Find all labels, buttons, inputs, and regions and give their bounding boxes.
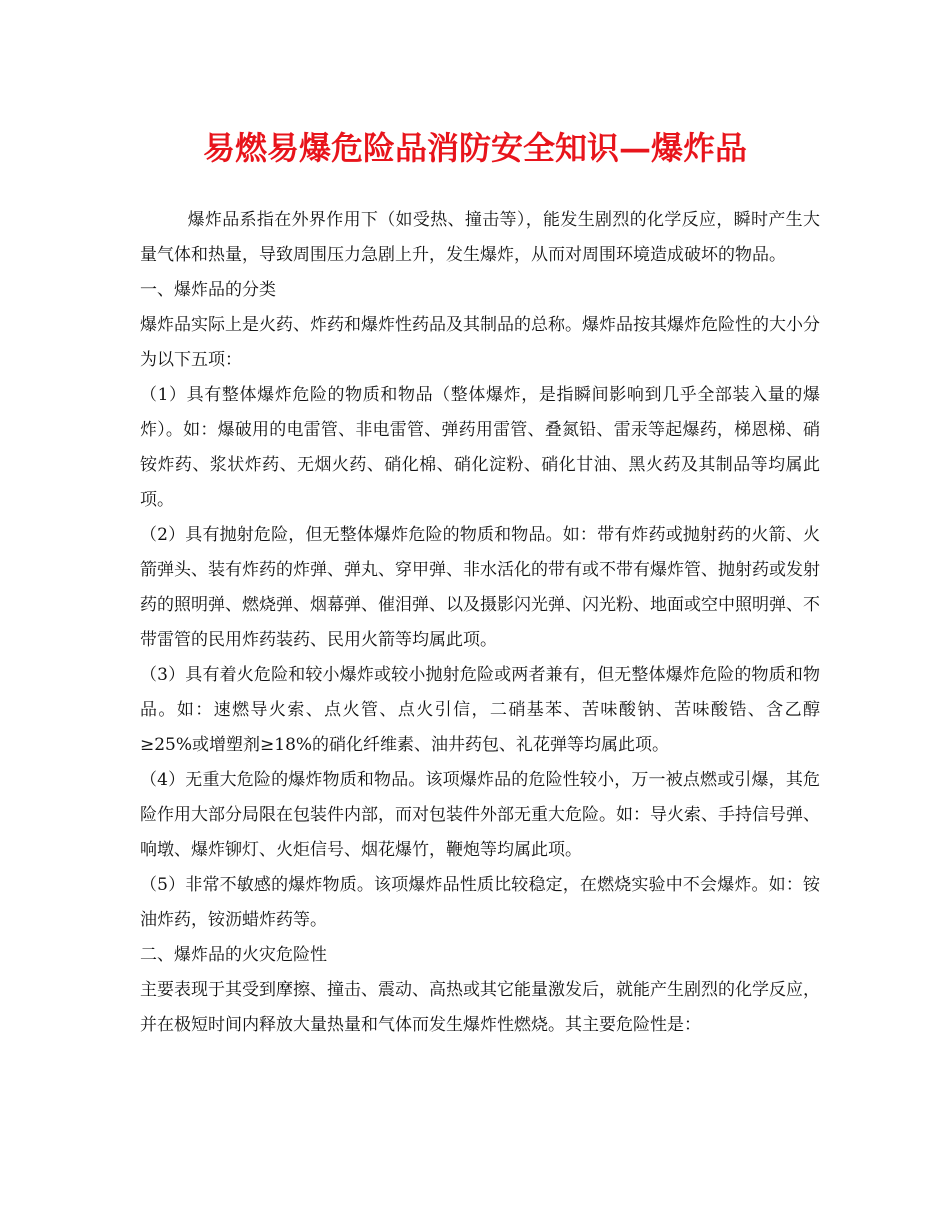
list-item-class-1: （1）具有整体爆炸危险的物质和物品（整体爆炸，是指瞬间影响到几乎全部装入量的爆炸）。如：爆破用的电雷管、非电雷管、弹药用雷管、叠氮铅、雷汞等起爆药，梯恩梯、硝铵炸药、浆状炸药、无烟火药、硝化棉、硝化淀粉、硝化甘油、黑火药及其制品等均属此项。 (140, 385, 820, 510)
section-heading-classification: 一、爆炸品的分类 (140, 280, 276, 300)
list-item-class-4: （4）无重大危险的爆炸物质和物品。该项爆炸品的危险性较小，万一被点燃或引爆，其危险作用大部分局限在包装件内部，而对包装件外部无重大危险。如：导火索、手持信号弹、响墩、爆炸铆灯、火炬信号、烟花爆竹，鞭炮等均属此项。 (140, 770, 820, 860)
document-body (140, 203, 820, 1043)
section-heading-fire-hazard: 二、爆炸品的火灾危险性 (140, 945, 327, 965)
list-item-class-5: （5）非常不敏感的爆炸物质。该项爆炸品性质比较稳定，在燃烧实验中不会爆炸。如：铵油炸药，铵沥蜡炸药等。 (140, 875, 820, 930)
intro-paragraph: 爆炸品系指在外界作用下（如受热、撞击等），能发生剧烈的化学反应，瞬时产生大量气体和热量，导致周围压力急剧上升，发生爆炸，从而对周围环境造成破坏的物品。 (140, 210, 820, 265)
list-item-class-2: （2）具有抛射危险，但无整体爆炸危险的物质和物品。如：带有炸药或抛射药的火箭、火箭弹头、装有炸药的炸弹、弹丸、穿甲弹、非水活化的带有或不带有爆炸管、抛射药或发射药的照明弹、燃烧弹、烟幕弹、催泪弹、以及摄影闪光弹、闪光粉、地面或空中照明弹、不带雷管的民用炸药装药、民用火箭等均属此项。 (140, 525, 820, 650)
paragraph-fire-hazard: 主要表现于其受到摩擦、撞击、震动、高热或其它能量激发后，就能产生剧烈的化学反应，并在极短时间内释放大量热量和气体而发生爆炸性燃烧。其主要危险性是： (140, 980, 820, 1035)
document-title: 易燃易爆危险品消防安全知识—爆炸品 (202, 129, 747, 167)
list-item-class-3: （3）具有着火危险和较小爆炸或较小抛射危险或两者兼有，但无整体爆炸危险的物质和物品。如：速燃导火索、点火管、点火引信，二硝基苯、苦味酸钠、苦味酸锆、含乙醇≥25%或增塑剂≥18%的硝化纤维素、油井药包、礼花弹等均属此项。 (140, 665, 820, 755)
paragraph-classification-intro: 爆炸品实际上是火药、炸药和爆炸性药品及其制品的总称。爆炸品按其爆炸危险性的大小分为以下五项： (140, 315, 820, 370)
